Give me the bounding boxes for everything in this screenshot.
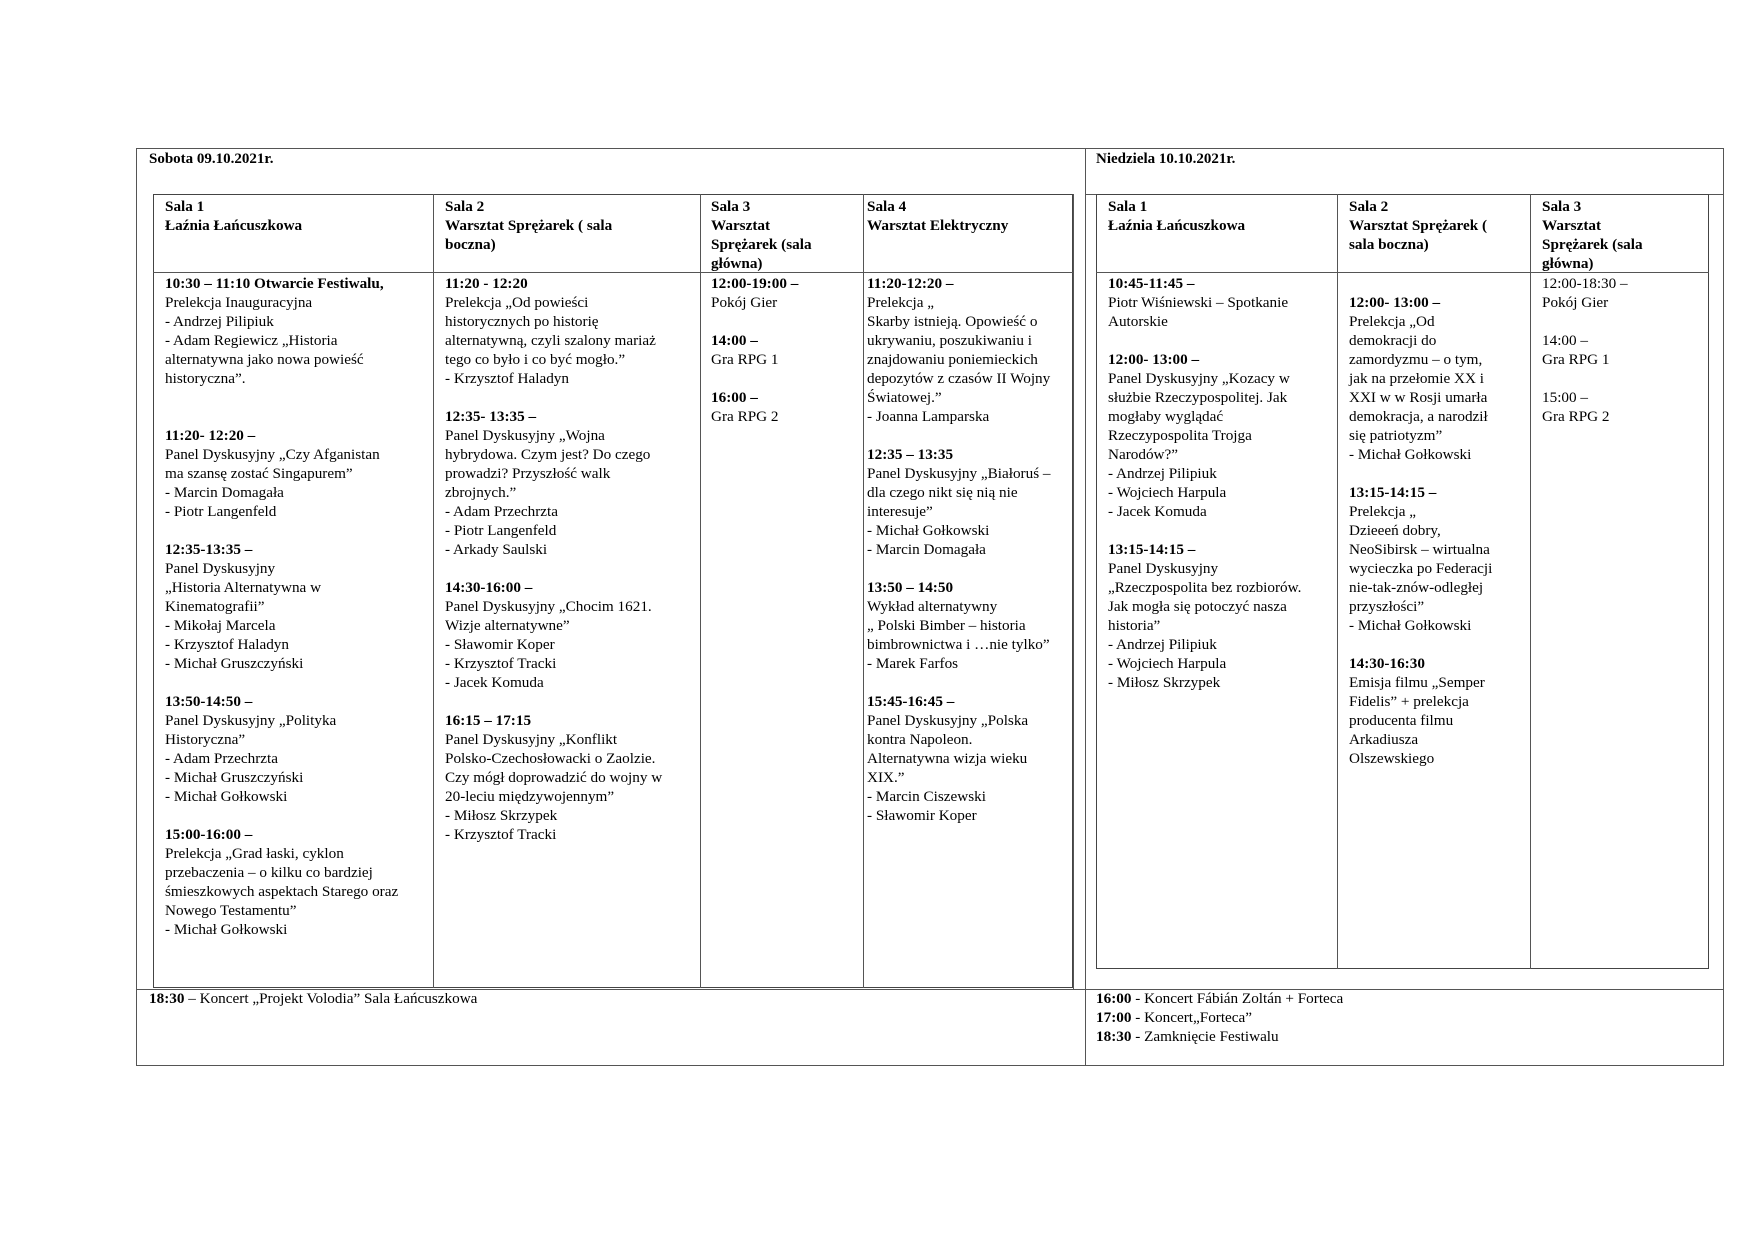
event-text [1349, 274, 1520, 293]
saturday-evening-events [149, 989, 477, 1008]
event-text: - Michał Gruszczyński [165, 655, 304, 672]
event-text: Prelekcja „Od powieści [445, 294, 589, 311]
saturday-col-divider-1 [433, 194, 434, 988]
event-text: śmieszkowych aspektach Starego oraz [165, 883, 399, 900]
room-header-line: Sala 3 [711, 198, 751, 215]
event-text: - Adam Przechrzta [165, 750, 279, 767]
saturday-room-3-header [702, 197, 863, 273]
event-text: - Mikołaj Marcela [165, 617, 276, 634]
event-text: 20-leciu międzywojennym” [445, 788, 615, 805]
event-text: alternatywna jako nowa powieść [165, 351, 364, 368]
event-text: Prelekcja „Grad łaski, cyklon [165, 845, 344, 862]
event-text: Olszewskiego [1349, 750, 1435, 767]
event-text: Prelekcja „ [1349, 503, 1417, 520]
event-text: - Koncert„Forteca” [1131, 1009, 1253, 1026]
room-header-line: główna) [711, 255, 763, 272]
event-text: jak na przełomie XX i [1349, 370, 1484, 387]
room-header-line: Łaźnia Łańcuszkowa [165, 217, 303, 234]
event-text: - Jacek Komuda [1108, 503, 1207, 520]
event-text: Gra RPG 1 [711, 351, 779, 368]
event-text: - Jacek Komuda [445, 674, 544, 691]
saturday-room-1-header [155, 197, 433, 235]
event-text: - Marek Farfos [867, 655, 959, 672]
event-time: 14:00 – [711, 332, 758, 349]
event-text: - Krzysztof Tracki [445, 826, 557, 843]
event-time: 14:30-16:00 – [445, 579, 533, 596]
saturday-room-1-events [155, 274, 433, 939]
event-text: - Michał Gołkowski [1349, 617, 1472, 634]
event-text: - Zamknięcie Festiwalu [1131, 1028, 1279, 1045]
event-time: 16:00 – [711, 389, 758, 406]
event-text: - Adam Regiewicz „Historia [165, 332, 338, 349]
event-text [1108, 521, 1327, 540]
room-header-line: Warsztat Sprężarek ( sala [445, 217, 613, 234]
event-time: 17:00 [1096, 1009, 1132, 1026]
event-text: ma szansę zostać Singapurem” [165, 465, 353, 482]
event-text: ukrywaniu, poszukiwaniu i [867, 332, 1032, 349]
event-text: NeoSibirsk – wirtualna [1349, 541, 1490, 558]
room-header-line: Sala 3 [1542, 198, 1582, 215]
event-text: mogłaby wyglądać [1108, 408, 1224, 425]
event-time: 13:15-14:15 – [1108, 541, 1196, 558]
room-header-line: Sala 1 [165, 198, 205, 215]
event-text: Pokój Gier [1542, 294, 1609, 311]
event-text [445, 388, 690, 407]
event-text: Fidelis” + prelekcja [1349, 693, 1469, 710]
event-text [711, 369, 853, 388]
room-header-line: Sala 1 [1108, 198, 1148, 215]
event-text: - Joanna Lamparska [867, 408, 990, 425]
event-text: - Michał Gołkowski [165, 788, 288, 805]
event-time: 16:00 [1096, 990, 1132, 1007]
event-text: - Andrzej Pilipiuk [1108, 465, 1217, 482]
event-text: - Piotr Langenfeld [445, 522, 557, 539]
room-header-line: Warsztat Sprężarek ( [1349, 217, 1488, 234]
event-text: Panel Dyskusyjny „Polityka [165, 712, 337, 729]
event-text: prowadzi? Przyszłość walk [445, 465, 611, 482]
event-text: Emisja filmu „Semper [1349, 674, 1485, 691]
event-text: XIX.” [867, 769, 905, 786]
saturday-title: Sobota 09.10.2021r. [149, 151, 274, 167]
event-text: zbrojnych.” [445, 484, 517, 501]
event-text: XXI w w Rosji umarła [1349, 389, 1488, 406]
event-text: Arkadiusza [1349, 731, 1419, 748]
room-header-line: główna) [1542, 255, 1594, 272]
saturday-room-3-events [702, 274, 863, 426]
sunday-evening-events [1096, 989, 1343, 1046]
event-text: „ Polski Bimber – historia [867, 617, 1026, 634]
sunday-room-3-events [1532, 274, 1709, 426]
room-header-line: Sala 4 [867, 198, 907, 215]
event-time: 13:50 – 14:50 [867, 579, 954, 596]
event-text: - Wojciech Harpula [1108, 655, 1227, 672]
event-text: znajdowaniu poniemieckich [867, 351, 1038, 368]
saturday-room-4-header [857, 197, 1067, 235]
event-text: - Andrzej Pilipiuk [165, 313, 274, 330]
room-header-line: Sala 2 [445, 198, 485, 215]
event-text: Panel Dyskusyjny „Konflikt [445, 731, 618, 748]
event-text [445, 692, 690, 711]
sunday-room-3-header [1532, 197, 1709, 273]
event-text: Kinematografii” [165, 598, 265, 615]
event-text: Rzeczypospolita Trojga [1108, 427, 1252, 444]
event-text: Autorskie [1108, 313, 1168, 330]
event-text: Panel Dyskusyjny „Chocim 1621. [445, 598, 652, 615]
event-text: - Marcin Ciszewski [867, 788, 986, 805]
event-text: Prelekcja Inauguracyjna [165, 294, 313, 311]
event-text: Czy mógł doprowadzić do wojny w [445, 769, 663, 786]
event-text: historia” [1108, 617, 1161, 634]
event-text: - Adam Przechrzta [445, 503, 559, 520]
event-text: Gra RPG 1 [1542, 351, 1610, 368]
event-time: 12:00- 13:00 – [1349, 294, 1441, 311]
event-text: producenta filmu [1349, 712, 1454, 729]
event-text: - Sławomir Koper [445, 636, 555, 653]
event-time: 10:30 – 11:10 Otwarcie Festiwalu, [165, 275, 384, 292]
evening-event [149, 989, 477, 1008]
event-text: demokracji do [1349, 332, 1437, 349]
event-text: Panel Dyskusyjny „Polska [867, 712, 1029, 729]
event-text: Prelekcja „Od [1349, 313, 1435, 330]
event-text: hybrydowa. Czym jest? Do czego [445, 446, 651, 463]
event-text: przebaczenia – o kilku co bardziej [165, 864, 373, 881]
room-header-line: Sala 2 [1349, 198, 1389, 215]
event-text: - Krzysztof Tracki [445, 655, 557, 672]
event-text: historycznych po historię [445, 313, 599, 330]
event-text: Panel Dyskusyjny „Kozacy w [1108, 370, 1290, 387]
event-text: - Piotr Langenfeld [165, 503, 277, 520]
saturday-room-2-events [435, 274, 700, 844]
event-text: interesuje” [867, 503, 933, 520]
event-text: „Rzeczpospolita bez rozbiorów. [1108, 579, 1302, 596]
event-text: Panel Dyskusyjny „Wojna [445, 427, 605, 444]
event-text [445, 559, 690, 578]
event-text [165, 407, 423, 426]
event-text: Alternatywna wizja wieku [867, 750, 1028, 767]
event-text: tego co było i co być mogło.” [445, 351, 626, 368]
day-divider [1085, 148, 1086, 1066]
event-text: Panel Dyskusyjny [1108, 560, 1219, 577]
event-text: - Miłosz Skrzypek [1108, 674, 1221, 691]
event-time: 13:50-14:50 – [165, 693, 253, 710]
event-time: 11:20 - 12:20 [445, 275, 528, 292]
room-header-line: Warsztat Elektryczny [867, 217, 1009, 234]
event-text: - Andrzej Pilipiuk [1108, 636, 1217, 653]
event-text: – Koncert „Projekt Volodia” Sala Łańcuszkowa [184, 990, 478, 1007]
event-text: bimbrownictwa i …nie tylko” [867, 636, 1050, 653]
event-text: 14:00 – [1542, 332, 1588, 349]
event-text: Gra RPG 2 [711, 408, 779, 425]
evening-event [1096, 989, 1343, 1008]
sunday-room-2-header [1339, 197, 1530, 254]
sunday-title: Niedziela 10.10.2021r. [1096, 151, 1236, 167]
event-text [1542, 312, 1699, 331]
room-header-line: Warsztat [1542, 217, 1602, 234]
event-text: - Michał Gołkowski [867, 522, 990, 539]
event-text: kontra Napoleon. [867, 731, 973, 748]
event-text [1108, 331, 1327, 350]
event-text: Skarby istnieją. Opowieść o [867, 313, 1038, 330]
event-text: „Historia Alternatywna w [165, 579, 322, 596]
event-text [711, 312, 853, 331]
event-text: Historyczna” [165, 731, 246, 748]
event-text [165, 673, 423, 692]
event-time: 12:00-19:00 – [711, 275, 799, 292]
event-text: - Krzysztof Haladyn [445, 370, 569, 387]
saturday-header-divider [153, 272, 1073, 273]
event-time: 14:30-16:30 [1349, 655, 1425, 672]
room-header-line: boczna) [445, 236, 496, 253]
event-time: 12:35 – 13:35 [867, 446, 954, 463]
event-text: - Sławomir Koper [867, 807, 977, 824]
event-text: historyczna”. [165, 370, 246, 387]
event-text: Gra RPG 2 [1542, 408, 1610, 425]
event-text: - Krzysztof Haladyn [165, 636, 289, 653]
event-text: Panel Dyskusyjny [165, 560, 276, 577]
event-text [1349, 464, 1520, 483]
event-text: - Wojciech Harpula [1108, 484, 1227, 501]
event-text: Światowej.” [867, 389, 942, 406]
event-text [165, 806, 423, 825]
room-header-line: Sprężarek (sala [1542, 236, 1643, 253]
event-time: 12:35-13:35 – [165, 541, 253, 558]
sunday-room-1-header [1098, 197, 1337, 235]
event-text [1349, 635, 1520, 654]
event-text: depozytów z czasów II Wojny [867, 370, 1051, 387]
evening-event [1096, 1027, 1343, 1046]
event-text: - Koncert Fábián Zoltán + Forteca [1131, 990, 1344, 1007]
event-text: zamordyzmu – o tym, [1349, 351, 1483, 368]
event-time: 18:30 [149, 990, 185, 1007]
event-text: 15:00 – [1542, 389, 1588, 406]
event-text: przyszłości” [1349, 598, 1425, 615]
sunday-col-divider-1 [1337, 194, 1338, 969]
room-header-line: Warsztat [711, 217, 771, 234]
event-text: wycieczka po Federacji [1349, 560, 1493, 577]
event-text: Pokój Gier [711, 294, 778, 311]
event-text: - Miłosz Skrzypek [445, 807, 558, 824]
event-time: 13:15-14:15 – [1349, 484, 1437, 501]
event-text [867, 426, 1057, 445]
room-header-line: Łaźnia Łańcuszkowa [1108, 217, 1246, 234]
room-header-line: Sprężarek (sala [711, 236, 812, 253]
event-text: - Michał Gołkowski [165, 921, 288, 938]
saturday-room-4-events [857, 274, 1067, 825]
saturday-table-edge [1073, 194, 1074, 989]
event-text: się patriotyzm” [1349, 427, 1443, 444]
sunday-col-divider-2 [1530, 194, 1531, 969]
event-text: służbie Rzeczypospolitej. Jak [1108, 389, 1288, 406]
room-header-line: sala boczna) [1349, 236, 1429, 253]
event-text: - Michał Gołkowski [1349, 446, 1472, 463]
event-text: Wizje alternatywne” [445, 617, 570, 634]
event-time: 12:00- 13:00 – [1108, 351, 1200, 368]
event-text: Dzieeeń dobry, [1349, 522, 1441, 539]
event-text [867, 559, 1057, 578]
event-text: Polsko-Czechosłowacki o Zaolzie. [445, 750, 656, 767]
event-time: 11:20-12:20 – [867, 275, 954, 292]
event-text [1542, 369, 1699, 388]
event-text [165, 388, 423, 407]
event-text: Wykład alternatywny [867, 598, 998, 615]
event-text: Narodów?” [1108, 446, 1178, 463]
event-text: alternatywną, czyli szalony mariaż [445, 332, 656, 349]
event-text: - Marcin Domagała [867, 541, 986, 558]
event-text: Nowego Testamentu” [165, 902, 297, 919]
sunday-room-1-events [1098, 274, 1337, 692]
event-time: 10:45-11:45 – [1108, 275, 1195, 292]
event-text: nie-tak-znów-odległej [1349, 579, 1484, 596]
event-text [165, 521, 423, 540]
event-text: - Arkady Saulski [445, 541, 548, 558]
event-time: 15:45-16:45 – [867, 693, 955, 710]
saturday-room-2-header [435, 197, 700, 254]
event-text: Panel Dyskusyjny „Czy Afganistan [165, 446, 380, 463]
sunday-room-2-events [1339, 274, 1530, 768]
evening-event [1096, 1008, 1343, 1027]
saturday-col-divider-2 [700, 194, 701, 988]
event-time: 18:30 [1096, 1028, 1132, 1045]
event-text: 12:00-18:30 – [1542, 275, 1628, 292]
event-text: Jak mogła się potoczyć nasza [1108, 598, 1287, 615]
event-text: dla czego nikt się nią nie [867, 484, 1018, 501]
event-text: Panel Dyskusyjny „Białoruś – [867, 465, 1051, 482]
event-time: 16:15 – 17:15 [445, 712, 532, 729]
event-text: Prelekcja „ [867, 294, 935, 311]
event-time: 15:00-16:00 – [165, 826, 253, 843]
event-time: 12:35- 13:35 – [445, 408, 537, 425]
event-text: Piotr Wiśniewski – Spotkanie [1108, 294, 1289, 311]
event-text: - Michał Gruszczyński [165, 769, 304, 786]
event-text [867, 673, 1057, 692]
event-text: - Marcin Domagała [165, 484, 284, 501]
event-time: 11:20- 12:20 – [165, 427, 256, 444]
event-text: demokracja, a narodził [1349, 408, 1488, 425]
